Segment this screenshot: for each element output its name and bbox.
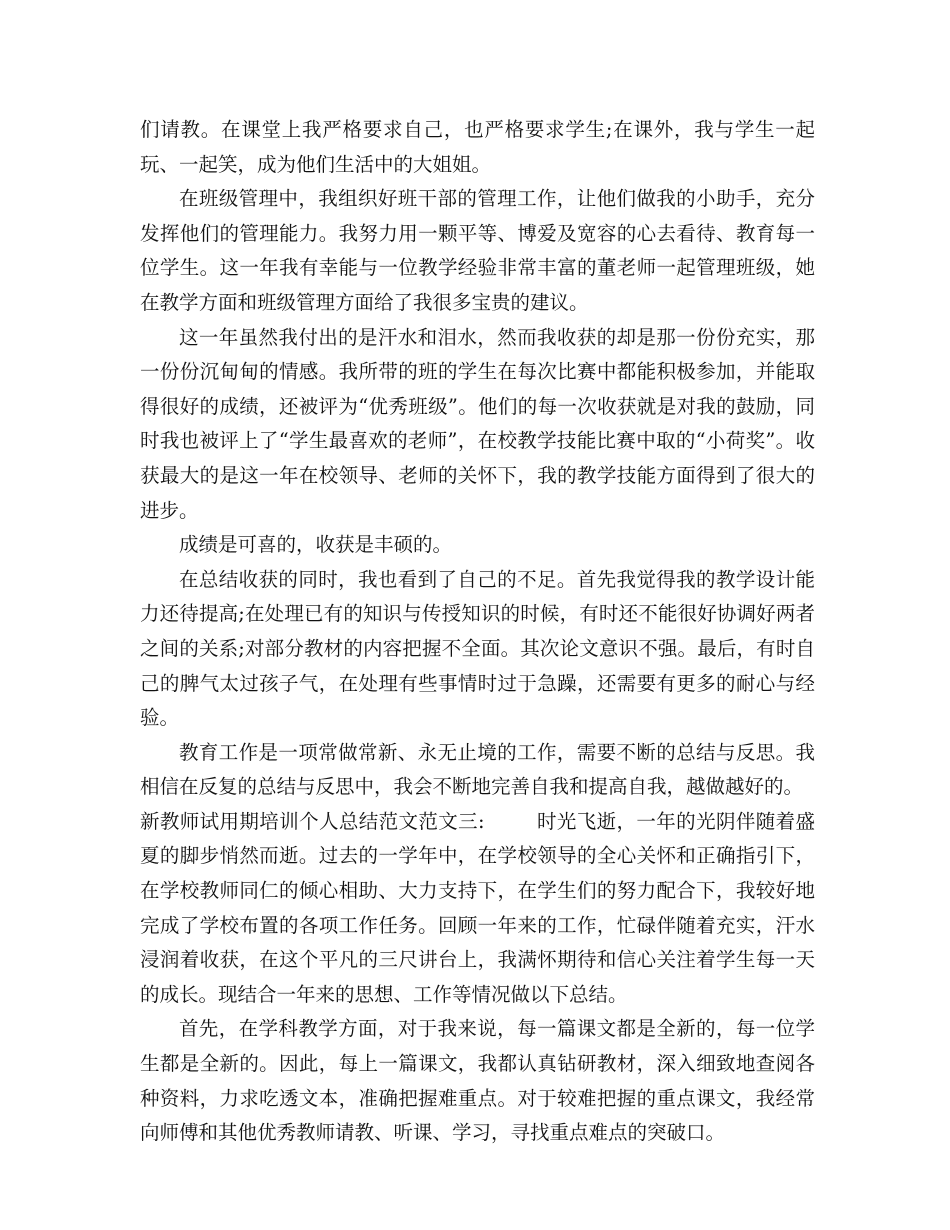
paragraph-6: 教育工作是一项常做常新、永无止境的工作，需要不断的总结与反思。我相信在反复的总结与反思中，我会不断地完善自我和提高自我，越做越好的。 [140,740,815,799]
paragraph-4: 成绩是可喜的，收获是丰硕的。 [179,533,453,557]
paragraph-1: 们请教。在课堂上我严格要求自己，也严格要求学生;在课外，我与学生一起玩、一起笑，成为他们生活中的大姐姐。 [140,118,815,176]
section-heading: 新教师试用期培训个人总结范文范文三: [140,809,485,833]
paragraph-3: 这一年虽然我付出的是汗水和泪水，然而我收获的却是那一份份充实，那一份份沉甸甸的情感。我所带的班的学生在每次比赛中都能积极参加，并能取得很好的成绩，还被评为“优秀班级”。他们的每一次收获就是对我的鼓励，同时我也被评上了“学生最喜欢的老师”，在校教学技能比赛中取的“小荷奖”。收获最大的是这一年在校领导、老师的关怀下，我的教学技能方面得到了很大的进步。 [140,325,815,522]
document-page [140,113,815,1151]
paragraph-final: 首先，在学科教学方面，对于我来说，每一篇课文都是全新的，每一位学生都是全新的。因此，每上一篇课文，我都认真钻研教材，深入细致地查阅各种资料，力求吃透文本，准确把握难重点。对于较难把握的重点课文，我经常向师傅和其他优秀教师请教、听课、学习，寻找重点难点的突破口。 [140,1017,815,1145]
paragraph-5: 在总结收获的同时，我也看到了自己的不足。首先我觉得我的教学设计能力还待提高;在处理已有的知识与传授知识的时候，有时还不能很好协调好两者之间的关系;对部分教材的内容把握不全面。其次论文意识不强。最后，有时自己的脾气太过孩子气，在处理有些事情时过于急躁，还需要有更多的耐心与经验。 [140,567,815,730]
section-paragraph [140,805,815,1013]
paragraph-2: 在班级管理中，我组织好班干部的管理工作，让他们做我的小助手，充分发挥他们的管理能力。我努力用一颗平等、博爱及宽容的心去看待、教育每一位学生。这一年我有幸能与一位教学经验非常丰富的董老师一起管理班级，她在教学方面和班级管理方面给了我很多宝贵的建议。 [140,187,815,314]
section-intro: 时光飞逝，一年的光阴伴随着盛夏的脚步悄然而逝。过去的一学年中，在学校领导的全心关怀和正确指引下，在学校教师同仁的倾心相助、大力支持下，在学生们的努力配合下，我较好地完成了学校布置的各项工作任务。回顾一年来的工作，忙碌伴随着充实，汗水浸润着收获，在这个平凡的三尺讲台上，我满怀期待和信心关注着学生每一天的成长。现结合一年来的思想、工作等情况做以下总结。 [140,809,815,1006]
